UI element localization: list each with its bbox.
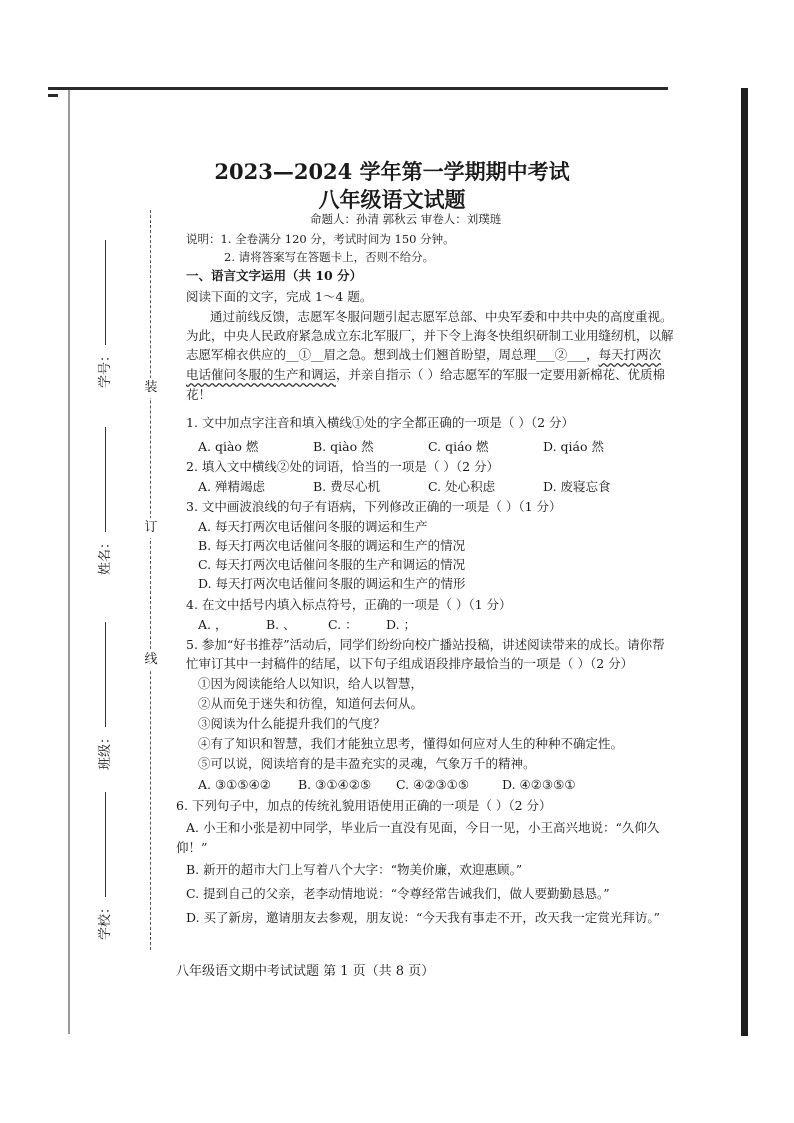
q1-option-a[interactable]: A. qiào 燃: [198, 439, 259, 454]
field-name[interactable]: [96, 415, 116, 575]
q5-sentence-1: ①因为阅读能给人以知识，给人以智慧，: [198, 676, 424, 691]
q6-option-a-line-1[interactable]: A. 小王和小张是初中同学，毕业后一直没有见面，今日一见，小王高兴地说：“久仰久: [186, 820, 660, 835]
q2-stem: 2. 填入文中横线②处的词语，恰当的一项是（ ）（2 分）: [186, 459, 500, 474]
q6-option-a-line-2[interactable]: 仰！”: [176, 840, 208, 855]
field-school[interactable]: [96, 780, 116, 940]
field-class-line: [105, 622, 106, 727]
q4-option-d[interactable]: D. ；: [386, 617, 417, 632]
q6-option-d[interactable]: D. 买了新房，邀请朋友去参观，朋友说：“今天我有事走不开，改天我一定赏光拜访。”: [186, 910, 661, 925]
q5-option-d[interactable]: D. ④②③⑤①: [502, 777, 576, 792]
scan-edge-mark: [48, 94, 58, 97]
passage-line-2: 为此，中央人民政府紧急成立东北军服厂，并下令上海冬快组织研制工业用缝纫机，以解: [186, 328, 674, 343]
q5-option-a[interactable]: A. ③①⑤④②: [198, 777, 272, 792]
passage-line-3: [186, 346, 661, 364]
q3-option-d[interactable]: D. 每天打两次电话催问冬服的调运和生产的情形: [198, 576, 466, 591]
field-student-id-label: 学号：: [98, 348, 113, 388]
scan-edge-top: [48, 87, 668, 90]
q6-option-c[interactable]: C. 提到自己的父亲，老李动情地说：“令尊经常告诫我们，做人要勤勤恳恳。”: [186, 886, 610, 901]
q2-option-a[interactable]: A. 殚精竭虑: [198, 479, 265, 494]
field-student-id[interactable]: [96, 228, 116, 388]
passage-line-4-b: ，并亲自指示（ ）给志愿军的军服一定要用新棉花、优质棉: [336, 367, 665, 382]
q1-option-b[interactable]: B. qiào 然: [313, 439, 374, 454]
q2-option-b[interactable]: B. 费尽心机: [313, 479, 381, 494]
passage-line-5: 花！: [186, 387, 212, 402]
q6-stem: 6. 下列句子中，加点的传统礼貌用语使用正确的一项是（ ）（2 分）: [176, 798, 552, 813]
q3-stem: 3. 文中画波浪线的句子有语病，下列修改正确的一项是（ ）（1 分）: [186, 499, 562, 514]
section1-prompt: 阅读下面的文字，完成 1～4 题。: [186, 289, 373, 304]
q1-stem: 1. 文中加点字注音和填入横线①处的字全都正确的一项是（ ）（2 分）: [186, 415, 575, 430]
blank-2: ___②___: [536, 347, 587, 362]
q3-option-c[interactable]: C. 每天打两次电话催问冬服的生产和调运的情况: [198, 557, 466, 572]
q5-stem-line-1: 5. 参加“好书推荐”活动后，同学们纷纷向校广播站投稿，讲述阅读带来的成长。请你帮: [186, 637, 665, 652]
q2-option-c[interactable]: C. 处心积虑: [428, 479, 496, 494]
field-name-label: 姓名：: [98, 535, 113, 575]
q4-option-c[interactable]: C. ：: [328, 617, 358, 632]
field-class-label: 班级：: [98, 730, 113, 770]
wavy-sentence-part-2: 电话催问冬服的生产和调运: [186, 367, 337, 382]
binding-dashed-line: [150, 210, 151, 950]
q1-option-c[interactable]: C. qiáo 燃: [428, 439, 489, 454]
q5-sentence-4: ④有了知识和智慧，我们才能独立思考，懂得如何应对人生的种种不确定性。: [198, 736, 624, 751]
instruction-1: 说明：1. 全卷满分 120 分，考试时间为 150 分钟。: [186, 232, 455, 246]
q3-option-b[interactable]: B. 每天打两次电话催问冬服的调运和生产的情况: [198, 538, 466, 553]
exam-subtitle: 八年级语文试题: [318, 187, 466, 212]
passage-line-1: 通过前线反馈，志愿军冬服问题引起志愿军总部、中央军委和中共中央的高度重视。: [210, 309, 673, 324]
section1-heading: 一、语言文字运用（共 10 分）: [186, 268, 363, 283]
blank-1: __①__: [286, 347, 324, 362]
q3-option-a[interactable]: A. 每天打两次电话催问冬服的调运和生产: [198, 519, 428, 534]
page-footer: 八年级语文期中考试试题 第 1 页（共 8 页）: [176, 964, 435, 979]
passage-line-3-e: ，: [586, 347, 599, 362]
q1-option-d[interactable]: D. qiáo 然: [543, 439, 604, 454]
field-school-line: [105, 792, 106, 897]
q1-options: [198, 438, 604, 456]
q4-stem: 4. 在文中括号内填入标点符号，正确的一项是（ ）（1 分）: [186, 597, 512, 612]
q5-options: [198, 776, 576, 794]
field-school-label: 学校：: [98, 900, 113, 940]
q5-sentence-3: ③阅读为什么能提升我们的气度？: [198, 716, 386, 731]
scan-edge-right: [741, 88, 748, 1036]
q5-sentence-2: ②从而免于迷失和彷徨，知道何去何从。: [198, 696, 424, 711]
exam-authors: 命题人：孙清 郭秋云 审卷人：刘璞琏: [310, 212, 502, 226]
q5-stem-line-2: 忙审订其中一封稿件的结尾，以下句子组成语段排序最恰当的一项是（ ）（2 分）: [186, 656, 634, 671]
q6-option-b[interactable]: B. 新开的超市大门上写着八个大字：“物美价廉，欢迎惠顾。”: [186, 862, 523, 877]
field-class[interactable]: [96, 610, 116, 770]
passage-line-3-c: 眉之急。想到战士们翘首盼望，周总理: [323, 347, 537, 362]
q4-option-b[interactable]: B. 、: [266, 617, 296, 632]
q2-options: [198, 478, 611, 496]
binding-word-xian: 线: [141, 650, 161, 670]
q2-option-d[interactable]: D. 废寝忘食: [543, 479, 611, 494]
instruction-2: 2. 请将答案写在答题卡上，否则不给分。: [224, 250, 435, 264]
q5-sentence-5: ⑤可以说，阅读培育的是丰盈充实的灵魂，气象万千的精神。: [198, 756, 536, 771]
wavy-sentence-part-1: 每天打两次: [598, 347, 662, 362]
q4-option-a[interactable]: A. ，: [198, 617, 228, 632]
q4-options: [198, 616, 416, 634]
passage-line-4: [186, 366, 665, 384]
q5-option-c[interactable]: C. ④②③①⑤: [396, 777, 470, 792]
binding-word-zhuang: 装: [141, 378, 161, 398]
scan-edge-left: [68, 90, 70, 1034]
field-student-id-line: [105, 240, 106, 345]
field-name-line: [105, 427, 106, 532]
binding-word-ding: 订: [141, 518, 161, 538]
q5-option-b[interactable]: B. ③①④②⑤: [298, 777, 372, 792]
passage-line-3-a: 志愿军棉衣供应的: [186, 347, 287, 362]
exam-title: 2023—2024 学年第一学期期中考试: [214, 159, 570, 184]
